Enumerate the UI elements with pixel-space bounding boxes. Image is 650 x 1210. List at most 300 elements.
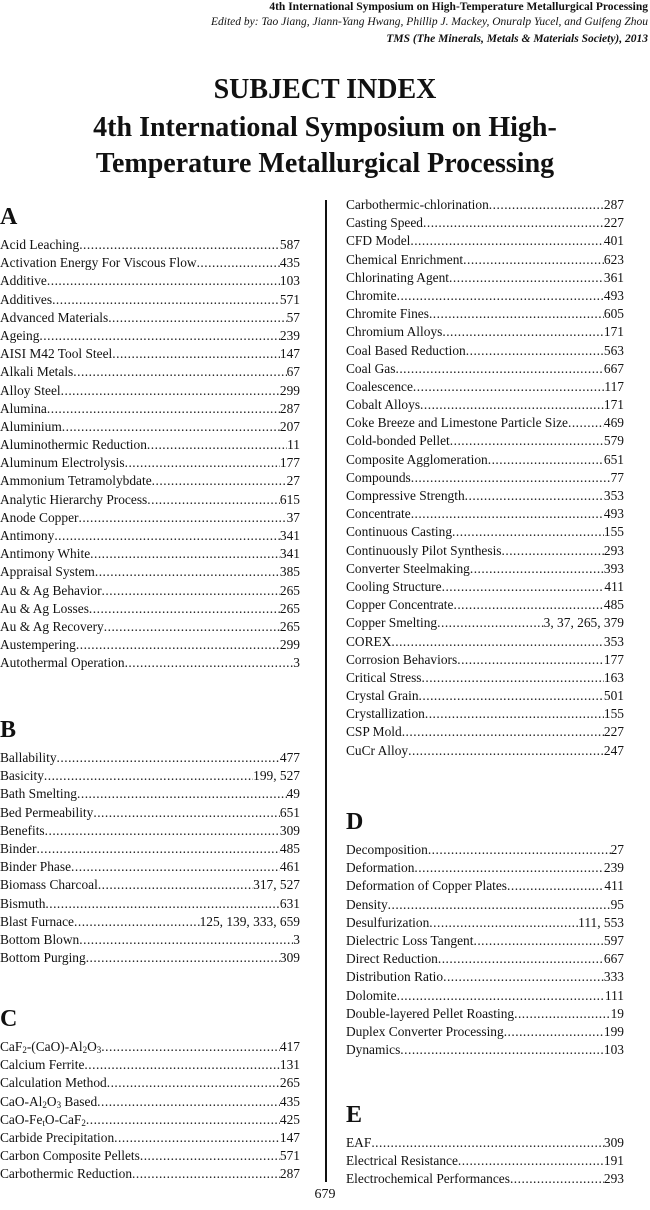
- index-entry: [0, 272, 300, 290]
- entry-pages: 199, 527: [253, 768, 300, 784]
- entry-term: Ballability: [0, 750, 57, 765]
- entry-term: Deformation of Copper Plates: [346, 878, 508, 894]
- entry-pages: 77: [610, 469, 624, 485]
- publisher-header: TMS (The Minerals, Metals & Materials Society), 2013: [386, 33, 648, 45]
- entry-term: Binder Phase: [0, 859, 72, 875]
- leader-dots: [104, 618, 280, 636]
- entry-term: Basicity: [0, 768, 44, 784]
- entry-term: Electrical Resistance: [346, 1153, 458, 1169]
- entry-pages: 27: [610, 842, 624, 857]
- entry-pages: 425: [279, 1111, 300, 1127]
- entry-pages: 411: [604, 878, 624, 894]
- entry-term: CaO-$Fe_tO-CaF_2$: [0, 1111, 86, 1128]
- entry-pages: 265: [279, 582, 300, 598]
- entry-term: Benefits: [0, 822, 45, 838]
- index-column-left: [0, 0, 300, 1182]
- leader-dots: [413, 378, 604, 396]
- leader-dots: [514, 1005, 611, 1023]
- index-entry: [0, 327, 300, 345]
- entry-term: Copper Concentrate: [346, 597, 454, 613]
- entry-pages: 493: [603, 287, 624, 303]
- entry-pages: 299: [279, 382, 300, 398]
- entry-pages: 57: [286, 309, 300, 325]
- entry-term: Carbothermic Reduction: [0, 1166, 133, 1182]
- entry-pages: 341: [279, 546, 300, 562]
- entry-pages: 493: [603, 506, 624, 522]
- index-entry: [0, 618, 300, 636]
- entry-term: Au & Ag Losses: [0, 600, 89, 616]
- entry-term: Additive: [0, 273, 47, 289]
- leader-dots: [101, 1038, 280, 1056]
- index-entry: [346, 251, 624, 269]
- leader-dots: [102, 582, 280, 600]
- entry-term: Blast Furnace: [0, 913, 75, 929]
- entry-pages: 147: [279, 346, 300, 362]
- index-entry: [0, 363, 300, 381]
- entry-pages: 411: [604, 578, 624, 594]
- index-entry: [0, 472, 300, 490]
- entry-pages: 287: [279, 400, 300, 416]
- index-entry: [0, 1129, 300, 1147]
- index-entry: [346, 968, 624, 986]
- entry-term: Continuously Pilot Synthesis: [346, 542, 502, 558]
- leader-dots: [86, 949, 280, 967]
- entry-term: Binder: [0, 840, 37, 856]
- entry-pages: 501: [603, 688, 624, 704]
- leader-dots: [52, 291, 280, 309]
- entry-term: $CaF_2-(CaO)-Al_2O_3$: [0, 1039, 102, 1055]
- entry-pages: 417: [279, 1039, 300, 1054]
- leader-dots: [402, 723, 604, 741]
- index-entry: [0, 1093, 300, 1111]
- index-entry: [0, 382, 300, 400]
- leader-dots: [408, 742, 604, 760]
- index-entry: [346, 669, 624, 687]
- entry-term: Crystallization: [346, 706, 425, 722]
- index-entry: [0, 1038, 300, 1056]
- index-entry: [346, 360, 624, 378]
- index-entry: [346, 877, 624, 895]
- index-entry: [346, 560, 624, 578]
- entry-pages: 247: [603, 742, 624, 758]
- entry-term: Acid Leaching: [0, 237, 80, 252]
- index-entry: [0, 931, 300, 949]
- entry-pages: 353: [603, 633, 624, 649]
- leader-dots: [108, 309, 286, 327]
- entry-pages: 485: [603, 597, 624, 613]
- leader-dots: [132, 1165, 280, 1183]
- entry-term: Bath Smelting: [0, 786, 77, 802]
- entry-pages: 623: [603, 251, 624, 267]
- page-number: 679: [314, 1187, 336, 1202]
- entry-term: Direct Reduction: [346, 951, 438, 967]
- entry-term: Distribution Ratio: [346, 969, 444, 985]
- index-entry: [0, 291, 300, 309]
- entry-pages: 265: [279, 600, 300, 616]
- index-entry: [346, 633, 624, 651]
- entry-term: Bed Permeability: [0, 804, 94, 820]
- index-section: [0, 717, 300, 967]
- leader-dots: [465, 487, 604, 505]
- index-entry: [0, 785, 300, 803]
- leader-dots: [502, 542, 604, 560]
- leader-dots: [78, 509, 286, 527]
- entry-pages: 341: [279, 528, 300, 543]
- leader-dots: [90, 545, 280, 563]
- entry-term: Cooling Structure: [346, 578, 442, 594]
- leader-dots: [388, 896, 611, 914]
- entry-term: Decomposition: [346, 842, 428, 857]
- entry-term: Autothermal Operation: [0, 655, 125, 671]
- entry-pages: 631: [279, 895, 300, 911]
- entry-pages: 3: [293, 931, 300, 947]
- entry-pages: 199: [603, 1023, 624, 1039]
- index-entry: [0, 895, 300, 913]
- index-section: [0, 204, 300, 673]
- leader-dots: [425, 705, 604, 723]
- entry-term: Deformation: [346, 860, 415, 876]
- leader-dots: [411, 469, 611, 487]
- entry-term: Au & Ag Behavior: [0, 582, 102, 598]
- entry-term: Carbon Composite Pellets: [0, 1148, 140, 1164]
- entry-term: Casting Speed: [346, 215, 423, 231]
- index-entry: [0, 804, 300, 822]
- index-entry: [0, 913, 300, 931]
- entry-term: Austempering: [0, 637, 76, 653]
- entry-pages: 49: [286, 786, 300, 802]
- leader-dots: [84, 1056, 279, 1074]
- entry-pages: 287: [279, 1166, 300, 1182]
- entry-term: Cobalt Alloys: [346, 397, 421, 413]
- entry-pages: 615: [279, 491, 300, 507]
- column-divider: [325, 200, 327, 1182]
- index-entry: [346, 269, 624, 287]
- entry-term: Dynamics: [346, 1042, 401, 1058]
- entry-term: Carbide Precipitation: [0, 1129, 115, 1145]
- index-entry: [346, 542, 624, 560]
- section-letter: A: [0, 204, 18, 230]
- entry-term: Alumina: [0, 400, 47, 416]
- leader-dots: [97, 1093, 280, 1111]
- leader-dots: [79, 931, 293, 949]
- index-entry: [346, 287, 624, 305]
- entry-pages: 361: [603, 269, 624, 285]
- entry-pages: 117: [604, 378, 624, 394]
- entry-term: Bottom Purging: [0, 950, 86, 966]
- entry-pages: 125, 139, 333, 659: [199, 913, 300, 929]
- index-entry: [346, 614, 624, 632]
- leader-dots: [397, 987, 605, 1005]
- entry-term: CaO-$Al_2O_3$ Based: [0, 1093, 98, 1110]
- index-entry: [346, 1041, 624, 1059]
- index-entry: [346, 742, 624, 760]
- leader-dots: [54, 527, 280, 545]
- leader-dots: [147, 491, 280, 509]
- entry-term: Alkali Metals: [0, 364, 74, 380]
- entry-term: Activation Energy For Viscous Flow: [0, 255, 197, 271]
- entry-pages: 667: [603, 360, 624, 376]
- leader-dots: [71, 858, 280, 876]
- entry-pages: 477: [279, 750, 300, 765]
- entry-term: Advanced Materials: [0, 309, 109, 325]
- leader-dots: [112, 345, 280, 363]
- entry-pages: 287: [603, 197, 624, 212]
- entry-pages: 227: [603, 724, 624, 740]
- leader-dots: [488, 451, 604, 469]
- index-entry: [0, 949, 300, 967]
- leader-dots: [371, 1134, 604, 1152]
- index-entry: [0, 858, 300, 876]
- index-entry: [0, 1147, 300, 1165]
- leader-dots: [39, 327, 279, 345]
- leader-dots: [147, 436, 287, 454]
- entry-term: Critical Stress: [346, 669, 422, 685]
- index-entry: [346, 987, 624, 1005]
- entry-term: Chlorinating Agent: [346, 269, 450, 285]
- index-entry: [0, 436, 300, 454]
- leader-dots: [457, 651, 604, 669]
- leader-dots: [504, 1023, 604, 1041]
- leader-dots: [47, 400, 280, 418]
- entry-term: Aluminum Electrolysis: [0, 455, 125, 471]
- index-entry: [0, 345, 300, 363]
- leader-dots: [429, 305, 604, 323]
- entry-pages: 651: [279, 804, 300, 820]
- leader-dots: [395, 360, 603, 378]
- index-entry: [0, 600, 300, 618]
- entry-pages: 177: [603, 651, 624, 667]
- entry-term: Biomass Charcoal: [0, 877, 98, 893]
- index-entry: [0, 1111, 300, 1129]
- entry-pages: 19: [610, 1005, 624, 1021]
- leader-dots: [429, 914, 578, 932]
- index-entry: [0, 636, 300, 654]
- entry-term: Aluminothermic Reduction: [0, 437, 147, 453]
- entry-pages: 11: [287, 437, 300, 453]
- index-section: [346, 809, 624, 1059]
- entry-term: Chromite: [346, 287, 397, 303]
- entry-term: Chemical Enrichment: [346, 251, 464, 267]
- index-entry: [346, 1134, 624, 1152]
- entry-term: Crystal Grain: [346, 688, 419, 704]
- index-entry: [346, 305, 624, 323]
- index-entry: [346, 596, 624, 614]
- index-entry: [346, 432, 624, 450]
- entry-pages: 393: [603, 560, 624, 576]
- leader-dots: [98, 876, 253, 894]
- index-entry: [0, 454, 300, 472]
- entry-pages: 265: [279, 1075, 300, 1091]
- leader-dots: [79, 236, 280, 254]
- leader-dots: [437, 614, 544, 632]
- leader-dots: [86, 1111, 280, 1129]
- index-entry: [346, 859, 624, 877]
- leader-dots: [410, 232, 604, 250]
- entry-term: Alloy Steel: [0, 382, 61, 398]
- leader-dots: [442, 323, 604, 341]
- entry-pages: 563: [603, 342, 624, 358]
- index-entry: [0, 236, 300, 254]
- entry-term: Coalescence: [346, 378, 413, 394]
- entry-term: Ageing: [0, 327, 40, 343]
- index-entry: [0, 254, 300, 272]
- leader-dots: [458, 1152, 604, 1170]
- index-entry: [346, 378, 624, 396]
- index-entry: [0, 418, 300, 436]
- leader-dots: [114, 1129, 280, 1147]
- index-entry: [0, 840, 300, 858]
- leader-dots: [466, 342, 604, 360]
- index-entry: [346, 469, 624, 487]
- index-column-right: [346, 0, 624, 1187]
- entry-pages: 469: [603, 415, 624, 431]
- leader-dots: [391, 633, 604, 651]
- entry-term: CSP Mold: [346, 724, 402, 740]
- entry-term: Antimony: [0, 528, 55, 543]
- entry-pages: 207: [279, 418, 300, 434]
- entry-term: COREX: [346, 633, 392, 649]
- leader-dots: [449, 269, 604, 287]
- leader-dots: [125, 454, 280, 472]
- index-entry: [346, 323, 624, 341]
- leader-dots: [450, 432, 604, 450]
- leader-dots: [420, 396, 604, 414]
- index-entry: [0, 822, 300, 840]
- leader-dots: [452, 523, 604, 541]
- entry-term: Electrochemical Performances: [346, 1171, 510, 1187]
- entry-pages: 67: [286, 364, 300, 380]
- symposium-title-line2: Temperature Metallurgical Processing: [95, 148, 555, 179]
- entry-term: Coal Gas: [346, 360, 396, 376]
- entry-pages: 171: [603, 324, 624, 340]
- leader-dots: [36, 840, 279, 858]
- entry-term: Ammonium Tetramolybdate: [0, 473, 152, 489]
- leader-dots: [62, 418, 280, 436]
- index-entry: [0, 1056, 300, 1074]
- entry-pages: 309: [603, 1135, 624, 1150]
- entry-pages: 435: [279, 1093, 300, 1109]
- leader-dots: [419, 687, 604, 705]
- entry-pages: 191: [603, 1153, 624, 1169]
- index-entry: [346, 523, 624, 541]
- index-entry: [346, 723, 624, 741]
- section-letter: B: [0, 717, 17, 743]
- entry-pages: 37: [286, 509, 300, 525]
- index-section: [346, 1102, 624, 1189]
- index-entry: [0, 400, 300, 418]
- index-entry: [0, 563, 300, 581]
- entry-pages: 111, 553: [578, 914, 624, 930]
- entry-term: Composite Agglomeration: [346, 451, 488, 467]
- entry-term: AISI M42 Tool Steel: [0, 346, 113, 362]
- entry-pages: 177: [279, 455, 300, 471]
- index-entry: [346, 1152, 624, 1170]
- entry-pages: 95: [610, 896, 624, 912]
- entry-term: Copper Smelting: [346, 615, 438, 631]
- entry-pages: 163: [603, 669, 624, 685]
- index-entry: [0, 491, 300, 509]
- index-entry: [346, 914, 624, 932]
- leader-dots: [77, 785, 287, 803]
- index-entry: [0, 1074, 300, 1092]
- index-entry: [0, 749, 300, 767]
- entry-pages: 293: [603, 542, 624, 558]
- entry-term: Chromium Alloys: [346, 324, 443, 340]
- entry-term: Compressive Strength: [346, 488, 465, 503]
- leader-dots: [61, 382, 280, 400]
- entry-term: Additives: [0, 291, 53, 307]
- entry-term: Appraisal System: [0, 564, 95, 580]
- index-entry: [346, 196, 624, 214]
- entry-term: Desulfurization: [346, 914, 430, 930]
- editors-header: Edited by: Tao Jiang, Jiann-Yang Hwang, Phillip J. Mackey, Onuralp Yucel, and Guifeng Zhou: [211, 16, 648, 28]
- entry-term: Coal Based Reduction: [346, 342, 466, 358]
- leader-dots: [197, 254, 280, 272]
- leader-dots: [125, 654, 294, 672]
- index-entry: [0, 527, 300, 545]
- entry-pages: 579: [603, 433, 624, 449]
- entry-pages: 667: [603, 951, 624, 967]
- entry-term: Calculation Method: [0, 1075, 107, 1091]
- entry-term: Corrosion Behaviors: [346, 651, 458, 667]
- entry-term: CuCr Alloy: [346, 742, 409, 758]
- leader-dots: [438, 950, 604, 968]
- entry-pages: 239: [603, 860, 624, 876]
- entry-term: Density: [346, 896, 388, 912]
- leader-dots: [45, 822, 280, 840]
- entry-term: Analytic Hierarchy Process: [0, 491, 148, 507]
- leader-dots: [73, 363, 286, 381]
- section-letter: D: [346, 809, 364, 835]
- index-entry: [346, 705, 624, 723]
- symposium-title-line1: 4th International Symposium on High-: [93, 112, 557, 143]
- index-entry: [346, 1023, 624, 1041]
- leader-dots: [107, 1074, 280, 1092]
- leader-dots: [473, 932, 603, 950]
- entry-pages: 155: [603, 524, 624, 540]
- leader-dots: [443, 968, 604, 986]
- leader-dots: [89, 600, 280, 618]
- leader-dots: [76, 636, 280, 654]
- entry-pages: 317, 527: [253, 877, 300, 893]
- entry-pages: 27: [286, 473, 300, 489]
- index-entry: [346, 214, 624, 232]
- leader-dots: [74, 913, 200, 931]
- leader-dots: [568, 414, 604, 432]
- leader-dots: [140, 1147, 280, 1165]
- index-entry: [346, 232, 624, 250]
- index-entry: [0, 767, 300, 785]
- index-entry: [0, 582, 300, 600]
- index-entry: [0, 876, 300, 894]
- leader-dots: [400, 1041, 604, 1059]
- leader-dots: [470, 560, 604, 578]
- index-entry: [346, 687, 624, 705]
- entry-term: Bottom Blown: [0, 931, 80, 947]
- page-title: SUBJECT INDEX: [213, 74, 437, 105]
- entry-pages: 587: [279, 237, 300, 252]
- leader-dots: [507, 877, 604, 895]
- entry-term: Concentrate: [346, 506, 411, 522]
- index-section: [346, 196, 624, 760]
- entry-term: Chromite Fines: [346, 306, 429, 322]
- index-entry: [346, 396, 624, 414]
- entry-term: Carbothermic-chlorination: [346, 197, 489, 212]
- entry-pages: 299: [279, 637, 300, 653]
- entry-term: Duplex Converter Processing: [346, 1023, 504, 1039]
- leader-dots: [463, 251, 604, 269]
- entry-pages: 111: [604, 987, 624, 1003]
